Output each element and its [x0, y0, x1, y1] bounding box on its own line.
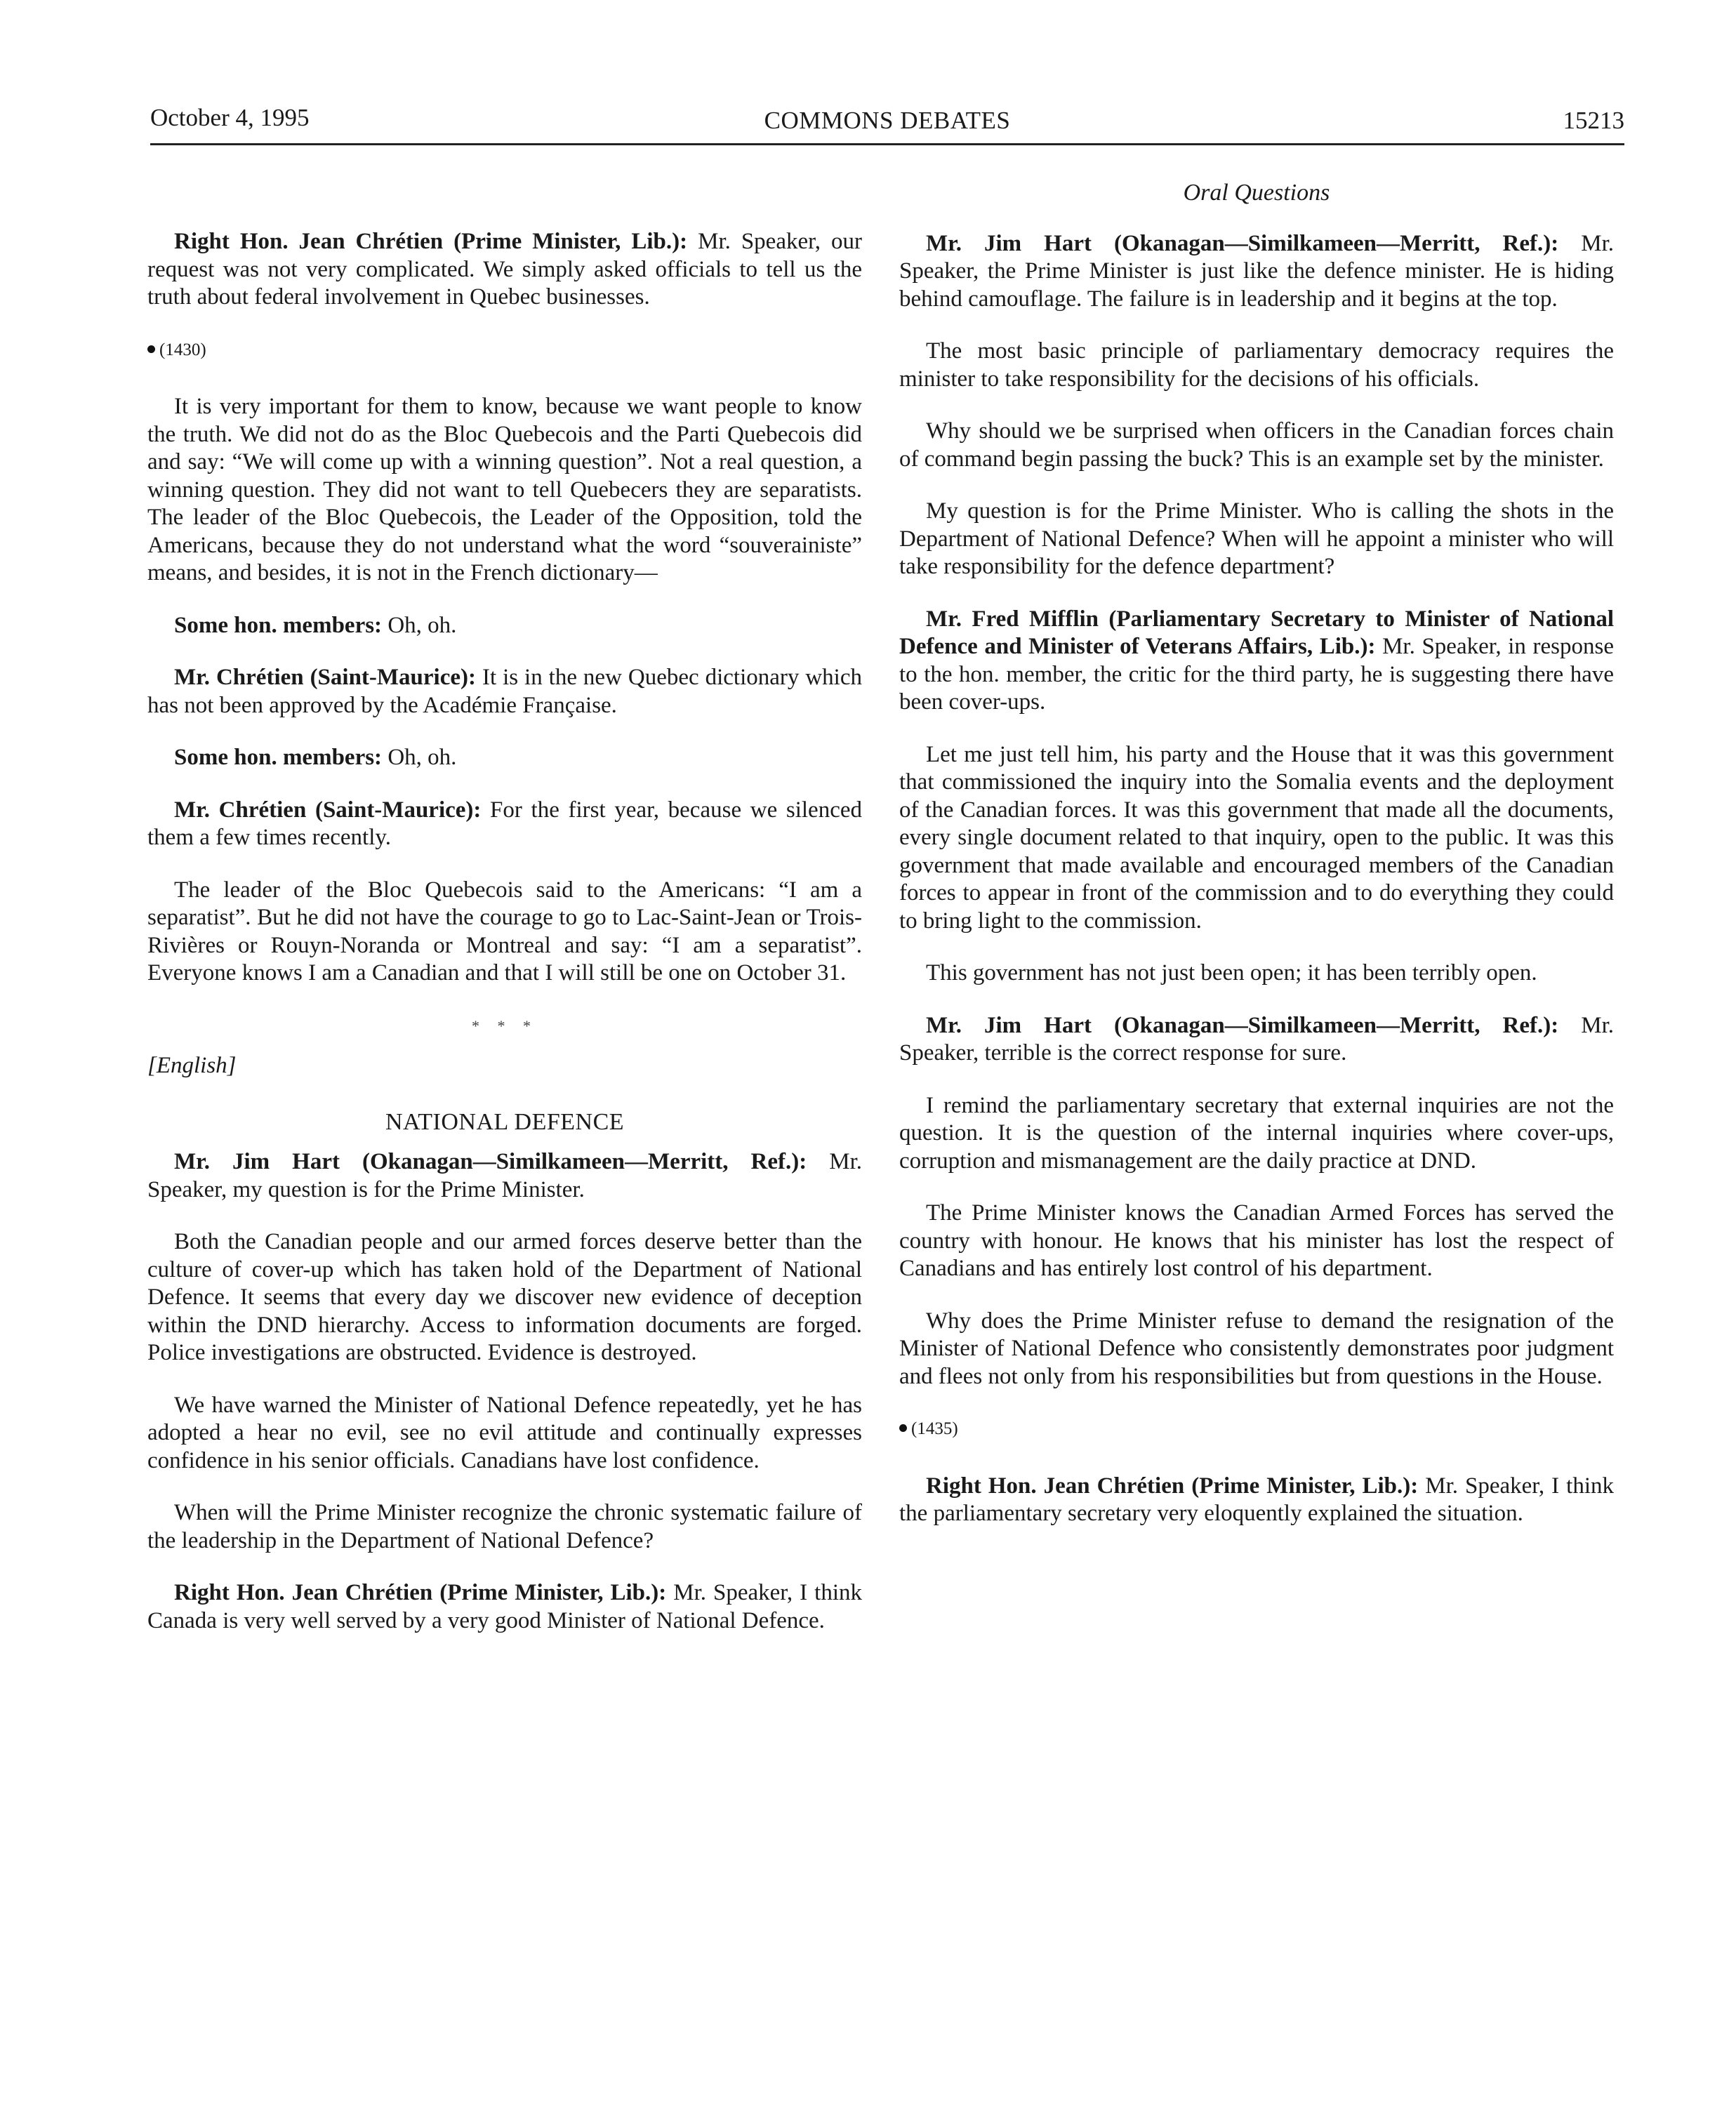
- speaker-name: Some hon. members:: [174, 612, 383, 638]
- header-page-number: 15213: [1563, 107, 1624, 134]
- speech-paragraph: [147, 612, 862, 640]
- speaker-name: Some hon. members:: [174, 745, 383, 770]
- speech-paragraph: We have warned the Minister of National Defence repeatedly, yet he has adopted a hear no evil, see no evil attitude and continually expresses confidence in his senior officials. Canadians have lost confidence.: [147, 1392, 862, 1473]
- speech-text: It is in the new Quebec dictionary which has not been approved by the Académie Française.: [147, 665, 862, 718]
- speech-paragraph: [899, 606, 1614, 717]
- header-publication: COMMONS DEBATES: [764, 107, 1011, 134]
- speaker-name: Right Hon. Jean Chrétien (Prime Minister, Lib.):: [174, 229, 688, 254]
- speech-paragraph: Why does the Prime Minister refuse to demand the resignation of the Minister of National Defence who consistently demonstrates poor judgment and flees not only from his responsibilities but from questions in the House.: [899, 1308, 1614, 1389]
- speech-paragraph: Let me just tell him, his party and the House that it was this government that commissioned the inquiry into the Somalia events and the deployment of the Canadian forces. It was this government that made all the documents, every single document related to that inquiry, open to the public. It was this government that made available and encouraged members of the Canadian forces to appear in front of the commission and to do everything they could to bring light to the commission.: [899, 741, 1614, 934]
- header-date: October 4, 1995: [150, 104, 310, 131]
- section-heading: NATIONAL DEFENCE: [385, 1108, 625, 1135]
- speech-paragraph: It is very important for them to know, because we want people to know the truth. We did not do as the Bloc Quebecois and the Parti Quebecois did and say: “We will come up with a winning question”. Not a real question, a winning question. They did not want to tell Quebecers they are separatists. The leader of the Bloc Quebecois, the Leader of the Opposition, told the Americans, because they do not understand what the word “souverainiste” means, and besides, it is not in the French dictionary—: [147, 394, 862, 585]
- speech-paragraph: The leader of the Bloc Quebecois said to the Americans: “I am a separatist”. But he did not have the courage to go to Lac-Saint-Jean or Trois-Rivières or Rouyn-Noranda or Montreal and say: “I am a separatist”. Everyone knows I am a Canadian and that I will still be one on October 31.: [147, 877, 862, 985]
- speaker-name: Mr. Chrétien (Saint-Maurice):: [174, 797, 482, 823]
- speech-text: Oh, oh.: [382, 612, 457, 638]
- section-title: Oral Questions: [1183, 180, 1330, 206]
- speaker-name: Mr. Chrétien (Saint-Maurice):: [174, 665, 476, 690]
- speech-paragraph: When will the Prime Minister recognize the chronic systematic failure of the leadership in the Department of National Defence?: [147, 1500, 862, 1553]
- right-column: [899, 179, 1614, 1553]
- speech-paragraph: Why should we be surprised when officers in the Canadian forces chain of command begin passing the buck? This is an example set by the minister.: [899, 418, 1614, 472]
- time-stamp: (1430): [147, 336, 862, 364]
- speech-paragraph: [147, 797, 862, 852]
- page-header: [150, 104, 1624, 146]
- language-marker: [English]: [147, 1053, 237, 1078]
- speech-text: Oh, oh.: [382, 745, 457, 770]
- speech-paragraph: Both the Canadian people and our armed forces deserve better than the culture of cover-up which has taken hold of the Department of National Defence. It seems that every day we discover new evidence of deception within the DND hierarchy. Access to information documents are forged. Police investigations are obstructed. Evidence is destroyed.: [147, 1229, 862, 1365]
- time-stamp: (1435): [899, 1415, 1614, 1443]
- speaker-name: Right Hon. Jean Chrétien (Prime Minister, Lib.):: [926, 1473, 1419, 1499]
- speech-paragraph: My question is for the Prime Minister. Who is calling the shots in the Department of National Defence? When will he appoint a minister who will take responsibility for the defence department?: [899, 498, 1614, 579]
- speech-paragraph: I remind the parliamentary secretary that external inquiries are not the question. It is the question of the internal inquiries where cover-ups, corruption and mismanagement are the daily practice at DND.: [899, 1092, 1614, 1174]
- speech-paragraph: [147, 1148, 862, 1204]
- speech-text: Mr. Speaker, the Prime Minister is just like the defence minister. He is hiding behind camouflage. The failure is in leadership and it begins at the top.: [899, 230, 1614, 312]
- speech-paragraph: [899, 1473, 1614, 1528]
- speech-paragraph: [899, 1012, 1614, 1068]
- speech-text: For the first year, because we silenced them a few times recently.: [147, 797, 862, 850]
- speech-paragraph: [147, 1579, 862, 1635]
- speaker-name: Mr. Fred Mifflin (Parliamentary Secretary to Minister of National Defence and Minister of Veterans Affairs, Lib.):: [899, 606, 1614, 659]
- bullet-icon: [899, 1424, 907, 1432]
- speech-paragraph: [147, 744, 862, 772]
- bullet-icon: [147, 345, 155, 353]
- speaker-name: Mr. Jim Hart (Okanagan—Similkameen—Merritt, Ref.):: [926, 1012, 1559, 1038]
- speech-text: Mr. Speaker, my question is for the Prime Minister.: [147, 1149, 862, 1202]
- speech-text: Mr. Speaker, I think Canada is very well served by a very good Minister of National Defence.: [147, 1580, 862, 1633]
- speaker-name: Mr. Jim Hart (Okanagan—Similkameen—Merritt, Ref.):: [174, 1149, 807, 1174]
- left-column: [147, 228, 862, 1659]
- speech-text: Mr. Speaker, terrible is the correct response for sure.: [899, 1012, 1614, 1066]
- header-rule: [150, 143, 1624, 145]
- speech-paragraph: [899, 230, 1614, 314]
- speech-text: Mr. Speaker, I think the parliamentary secretary very eloquently explained the situation.: [899, 1473, 1614, 1526]
- section-separator: * * *: [472, 1016, 538, 1035]
- speech-text: Mr. Speaker, our request was not very complicated. We simply asked officials to tell us the truth about federal involvement in Quebec businesses.: [147, 229, 862, 310]
- speaker-name: Mr. Jim Hart (Okanagan—Similkameen—Merritt, Ref.):: [926, 230, 1559, 256]
- speech-paragraph: This government has not just been open; it has been terribly open.: [926, 960, 1537, 985]
- speaker-name: Right Hon. Jean Chrétien (Prime Minister, Lib.):: [174, 1580, 667, 1605]
- speech-paragraph: The Prime Minister knows the Canadian Armed Forces has served the country with honour. He knows that his minister has lost the respect of Canadians and has entirely lost control of his department.: [899, 1200, 1614, 1281]
- speech-paragraph: [147, 664, 862, 719]
- speech-text: Mr. Speaker, in response to the hon. member, the critic for the third party, he is suggesting there have been cover-ups.: [899, 634, 1615, 715]
- speech-paragraph: The most basic principle of parliamentary democracy requires the minister to take responsibility for the decisions of his officials.: [899, 338, 1614, 392]
- speech-paragraph: [147, 228, 862, 312]
